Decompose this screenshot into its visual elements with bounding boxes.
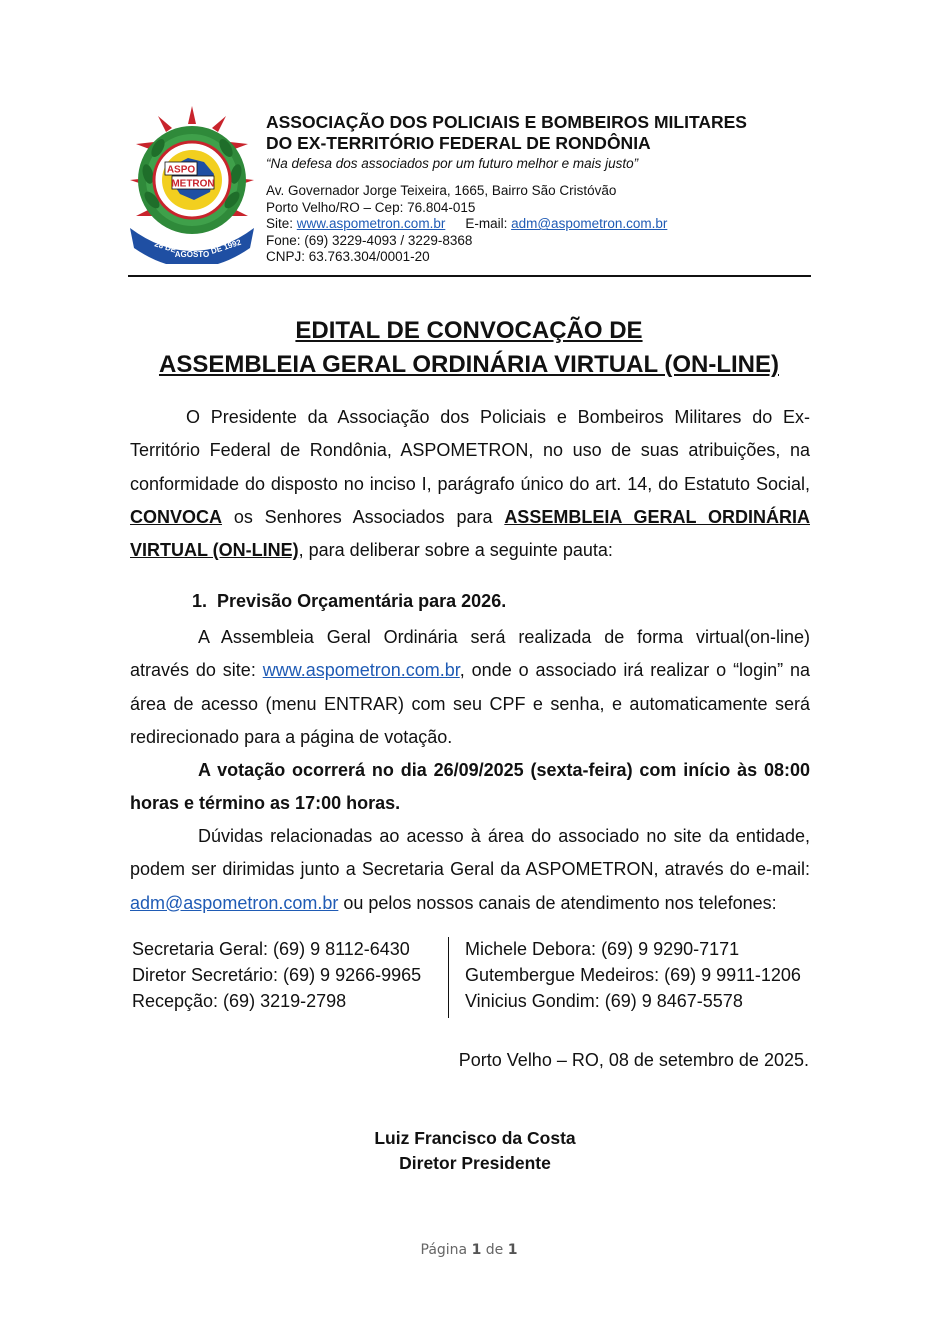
agenda-item [192, 586, 506, 616]
org-name-line1: ASSOCIAÇÃO DOS POLICIAIS E BOMBEIROS MILITARES [266, 112, 747, 132]
p1-assembleia: ASSEMBLEIA GERAL ORDINÁRIA VIRTUAL (ON-LINE) [130, 506, 810, 561]
p1-convoca: CONVOCA [130, 506, 223, 527]
paragraph-support [130, 820, 810, 920]
logo-ribbon-right: DE 1992 [209, 237, 243, 256]
letterhead [128, 104, 811, 276]
page-of: de [481, 1242, 508, 1258]
contact-recepcao: Recepção: (69) 3219-2798 [132, 991, 347, 1011]
place-date: Porto Velho – RO, 08 de setembro de 2025. [458, 1050, 809, 1070]
logo-text-top: ASPO [166, 164, 196, 176]
p4-text-b: ou pelos nossos canais de atendimento nos telefones: [338, 892, 777, 913]
page-total: 1 [507, 1242, 518, 1258]
cnpj-line: CNPJ: 63.763.304/0001-20 [266, 249, 430, 265]
p2-site-link[interactable]: www.aspometron.com.br [262, 660, 460, 681]
logo-ribbon-left: 28 DE [153, 239, 178, 255]
site-link[interactable]: www.aspometron.com.br [296, 216, 446, 232]
contact-vinicius: Vinicius Gondim: (69) 9 8467-5578 [465, 991, 743, 1011]
site-label: Site: [266, 216, 297, 232]
contact-web-line [266, 216, 747, 233]
email-label: E-mail: [465, 216, 512, 232]
logo-text-bottom: METRON [171, 178, 215, 190]
signer-role: Diretor Presidente [399, 1153, 551, 1173]
email-link[interactable]: adm@aspometron.com.br [511, 216, 668, 232]
logo-ribbon-center: AGOSTO [174, 250, 210, 259]
title-line1: EDITAL DE CONVOCAÇÃO DE [295, 317, 643, 344]
page-current: 1 [471, 1242, 482, 1258]
contacts-left [132, 936, 421, 1014]
signature-block [0, 1126, 938, 1176]
document-title [0, 314, 938, 382]
page-number [0, 1242, 938, 1258]
paragraph-convocation [130, 401, 810, 567]
title-line2: ASSEMBLEIA GERAL ORDINÁRIA VIRTUAL (ON-LINE) [158, 351, 779, 378]
agenda-text: Previsão Orçamentária para 2026. [217, 591, 507, 611]
org-name-line2: DO EX-TERRITÓRIO FEDERAL DE RONDÔNIA [266, 133, 651, 153]
p1-text-a: O Presidente da Associação dos Policiais e Bombeiros Militares do Ex-Território Federal de Rondônia, ASPOMETRON, no uso de suas atribuições, na conformidade do disposto no inciso I, parágrafo único do art. 14, do Estatuto Social, [130, 407, 810, 494]
org-motto: “Na defesa dos associados por um futuro melhor e mais justo” [266, 156, 639, 171]
p2-text-a: A Assembleia Geral Ordinária será realizada de forma virtual(on-line) através do site: [130, 627, 810, 681]
contact-diretor-secretario: Diretor Secretário: (69) 9 9266-9965 [132, 965, 422, 985]
contact-michele: Michele Debora: (69) 9 9290-7171 [465, 939, 740, 959]
signer-name: Luiz Francisco da Costa [374, 1128, 576, 1148]
agenda-number: 1. [192, 591, 208, 611]
org-address-block [266, 183, 747, 266]
contacts-right [465, 936, 801, 1014]
page-label: Página [420, 1242, 472, 1258]
p2-text-b: , onde o associado irá realizar o “login” na área de acesso (menu ENTRAR) com seu CPF e senha, e automaticamente será redirecionado para a página de votação. [130, 660, 810, 747]
address-line2: Porto Velho/RO – Cep: 76.804-015 [266, 199, 476, 215]
p1-text-c: , para deliberar sobre a seguinte pauta: [298, 540, 613, 561]
address-line1: Av. Governador Jorge Teixeira, 1665, Bairro São Cristóvão [266, 183, 617, 198]
phone-line: Fone: (69) 3229-4093 / 3229-8368 [266, 232, 473, 248]
p4-text-a: Dúvidas relacionadas ao acesso à área do associado no site da entidade, podem ser dirimidas junto a Secretaria Geral da ASPOMETRON, através do e-mail: [130, 826, 810, 880]
aspometron-logo [128, 104, 256, 264]
paragraph-voting-date: A votação ocorrerá no dia 26/09/2025 (sexta-feira) com início às 08:00 horas e término as 17:00 horas. [130, 760, 810, 814]
contact-gutembergue: Gutembergue Medeiros: (69) 9 9911-1206 [465, 965, 801, 985]
contact-secretaria: Secretaria Geral: (69) 9 8112-6430 [132, 939, 410, 959]
organization-info [266, 112, 747, 266]
paragraph-virtual-assembly [130, 621, 810, 754]
contacts-divider [448, 937, 449, 1018]
p1-text-b: os Senhores Associados para [222, 506, 505, 527]
p4-email-link[interactable]: adm@aspometron.com.br [130, 892, 339, 913]
header-divider [128, 275, 811, 277]
